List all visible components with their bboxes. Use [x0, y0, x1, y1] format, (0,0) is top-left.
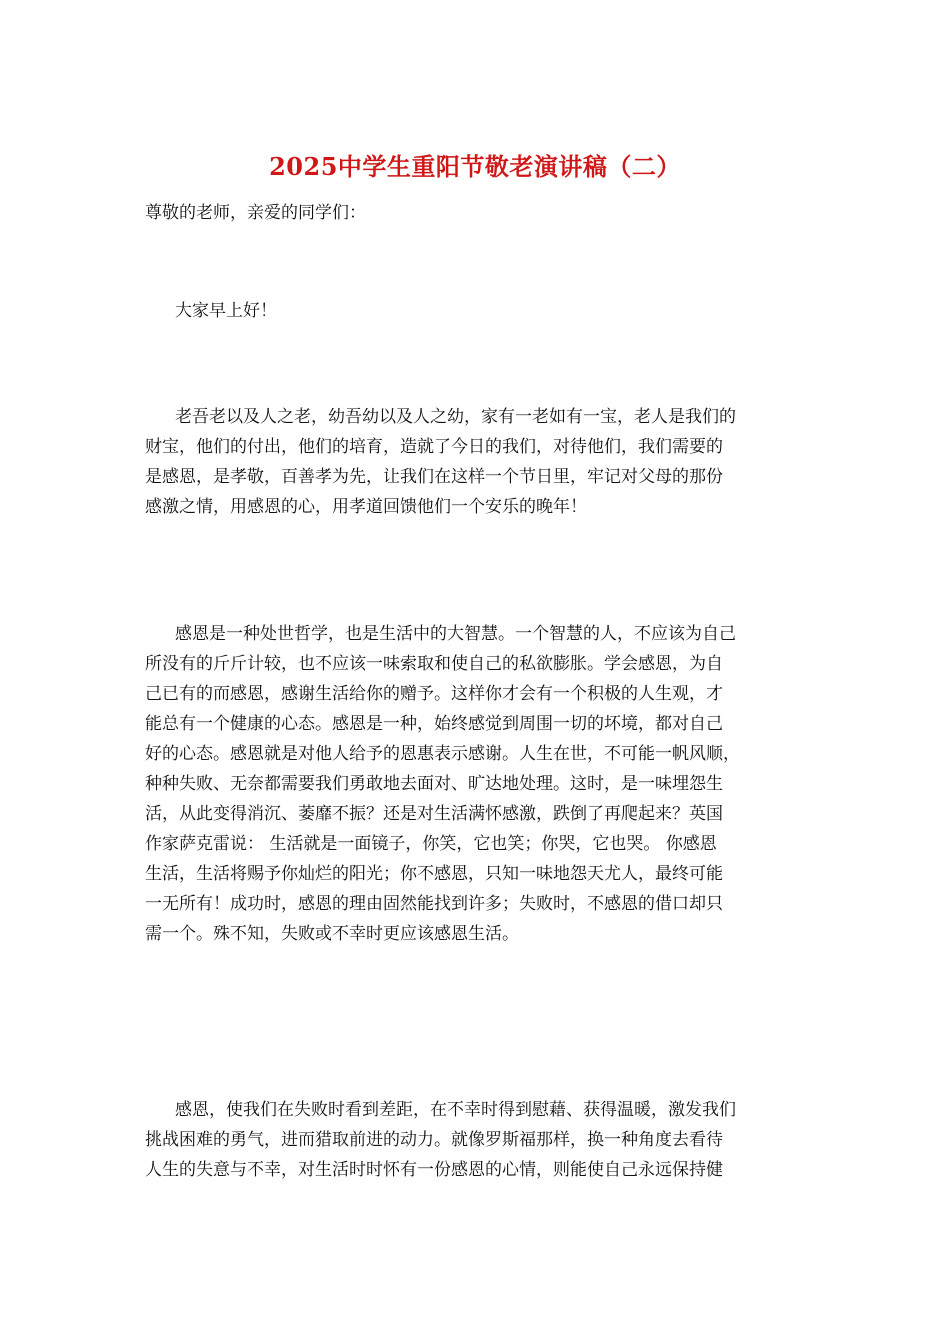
paragraph-line: 感恩，使我们在失败时看到差距，在不幸时得到慰藉、获得温暖，激发我们	[175, 1100, 736, 1120]
paragraph-line: 一无所有！成功时，感恩的理由固然能找到许多；失败时，不感恩的借口却只	[145, 894, 723, 914]
greeting-text: 大家早上好！	[175, 301, 277, 321]
paragraph-line: 财宝，他们的付出，他们的培育，造就了今日的我们，对待他们，我们需要的	[145, 437, 723, 457]
paragraph-line: 感恩是一种处世哲学，也是生活中的大智慧。一个智慧的人，不应该为自己	[175, 624, 736, 644]
paragraph-line: 老吾老以及人之老，幼吾幼以及人之幼，家有一老如有一宝，老人是我们的	[175, 407, 736, 427]
document-title: 2025中学生重阳节敬老演讲稿（二）	[269, 152, 681, 181]
paragraph-line: 所没有的斤斤计较，也不应该一味索取和使自己的私欲膨胀。学会感恩，为自	[145, 654, 723, 674]
paragraph-line: 需一个。殊不知，失败或不幸时更应该感恩生活。	[145, 924, 519, 944]
paragraph-line: 挑战困难的勇气，进而猎取前进的动力。就像罗斯福那样，换一种角度去看待	[145, 1130, 723, 1150]
paragraph-line: 是感恩，是孝敬，百善孝为先，让我们在这样一个节日里，牢记对父母的那份	[145, 467, 723, 487]
salutation: 尊敬的老师，亲爱的同学们：	[145, 203, 366, 223]
paragraph-line: 好的心态。感恩就是对他人给予的恩惠表示感谢。人生在世，不可能一帆风顺，	[145, 744, 740, 764]
paragraph-line: 作家萨克雷说： 生活就是一面镜子，你笑，它也笑；你哭，它也哭。 你感恩	[145, 834, 717, 854]
paragraph-line: 生活，生活将赐予你灿烂的阳光；你不感恩，只知一味地怨天尤人，最终可能	[145, 864, 723, 884]
paragraph-line: 己已有的而感恩，感谢生活给你的赠予。这样你才会有一个积极的人生观，才	[145, 684, 723, 704]
paragraph-line: 能总有一个健康的心态。感恩是一种，始终感觉到周围一切的坏境，都对自己	[145, 714, 723, 734]
paragraph-line: 人生的失意与不幸，对生活时时怀有一份感恩的心情，则能使自己永远保持健	[145, 1160, 723, 1180]
paragraph-1	[145, 402, 805, 522]
paragraph-line: 感激之情，用感恩的心，用孝道回馈他们一个安乐的晚年！	[145, 497, 587, 517]
paragraph-3	[145, 1095, 805, 1185]
paragraph-line: 种种失败、无奈都需要我们勇敢地去面对、旷达地处理。这时，是一味埋怨生	[145, 774, 723, 794]
paragraph-2	[145, 619, 805, 949]
greeting-paragraph	[145, 296, 805, 326]
paragraph-line: 活，从此变得消沉、萎靡不振？还是对生活满怀感激，跌倒了再爬起来？英国	[145, 804, 723, 824]
